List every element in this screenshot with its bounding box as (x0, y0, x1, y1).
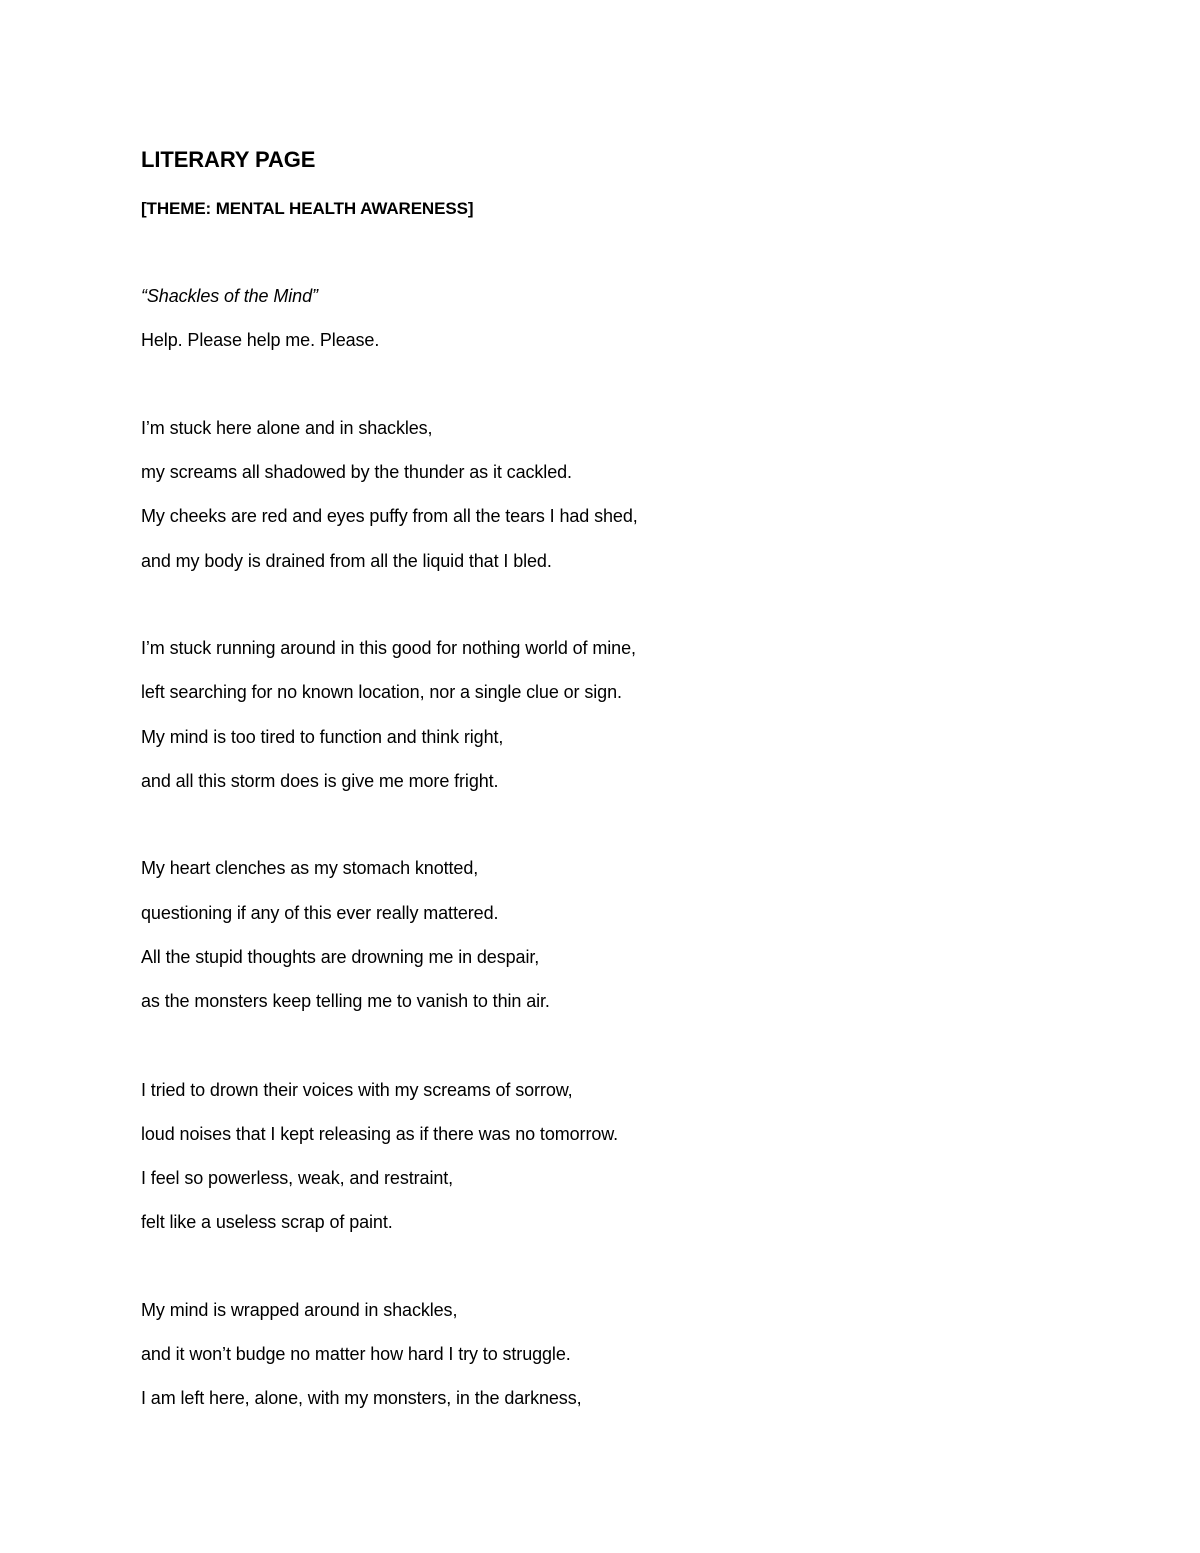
poem-line: loud noises that I kept releasing as if there was no tomorrow. (141, 1124, 619, 1144)
poem-line: and all this storm does is give me more fright. (141, 771, 499, 791)
poem-line: I’m stuck here alone and in shackles, (141, 418, 433, 438)
poem-line: left searching for no known location, nor a single clue or sign. (141, 682, 622, 702)
poem-line: I tried to drown their voices with my screams of sorrow, (141, 1080, 573, 1100)
poem-line: as the monsters keep telling me to vanish to thin air. (141, 991, 550, 1011)
poem-line: I’m stuck running around in this good for nothing world of mine, (141, 638, 636, 658)
poem-line: All the stupid thoughts are drowning me in despair, (141, 947, 540, 967)
poem-line: questioning if any of this ever really mattered. (141, 903, 499, 923)
poem-line: My heart clenches as my stomach knotted, (141, 858, 479, 878)
poem-line: I am left here, alone, with my monsters, in the darkness, (141, 1388, 582, 1408)
poem-line: My cheeks are red and eyes puffy from all the tears I had shed, (141, 506, 638, 526)
poem-title: “Shackles of the Mind” (141, 286, 318, 306)
poem-line: my screams all shadowed by the thunder as it cackled. (141, 462, 572, 482)
intro-line: Help. Please help me. Please. (141, 330, 380, 350)
theme-label: [THEME: MENTAL HEALTH AWARENESS] (141, 199, 474, 218)
poem-line: My mind is too tired to function and think right, (141, 727, 504, 747)
poem-line: I feel so powerless, weak, and restraint, (141, 1168, 454, 1188)
poem-line: and my body is drained from all the liquid that I bled. (141, 551, 552, 571)
poem-line: My mind is wrapped around in shackles, (141, 1300, 458, 1320)
page-heading: LITERARY PAGE (141, 147, 316, 172)
poem-line: felt like a useless scrap of paint. (141, 1212, 393, 1232)
poem-line: and it won’t budge no matter how hard I try to struggle. (141, 1344, 571, 1364)
